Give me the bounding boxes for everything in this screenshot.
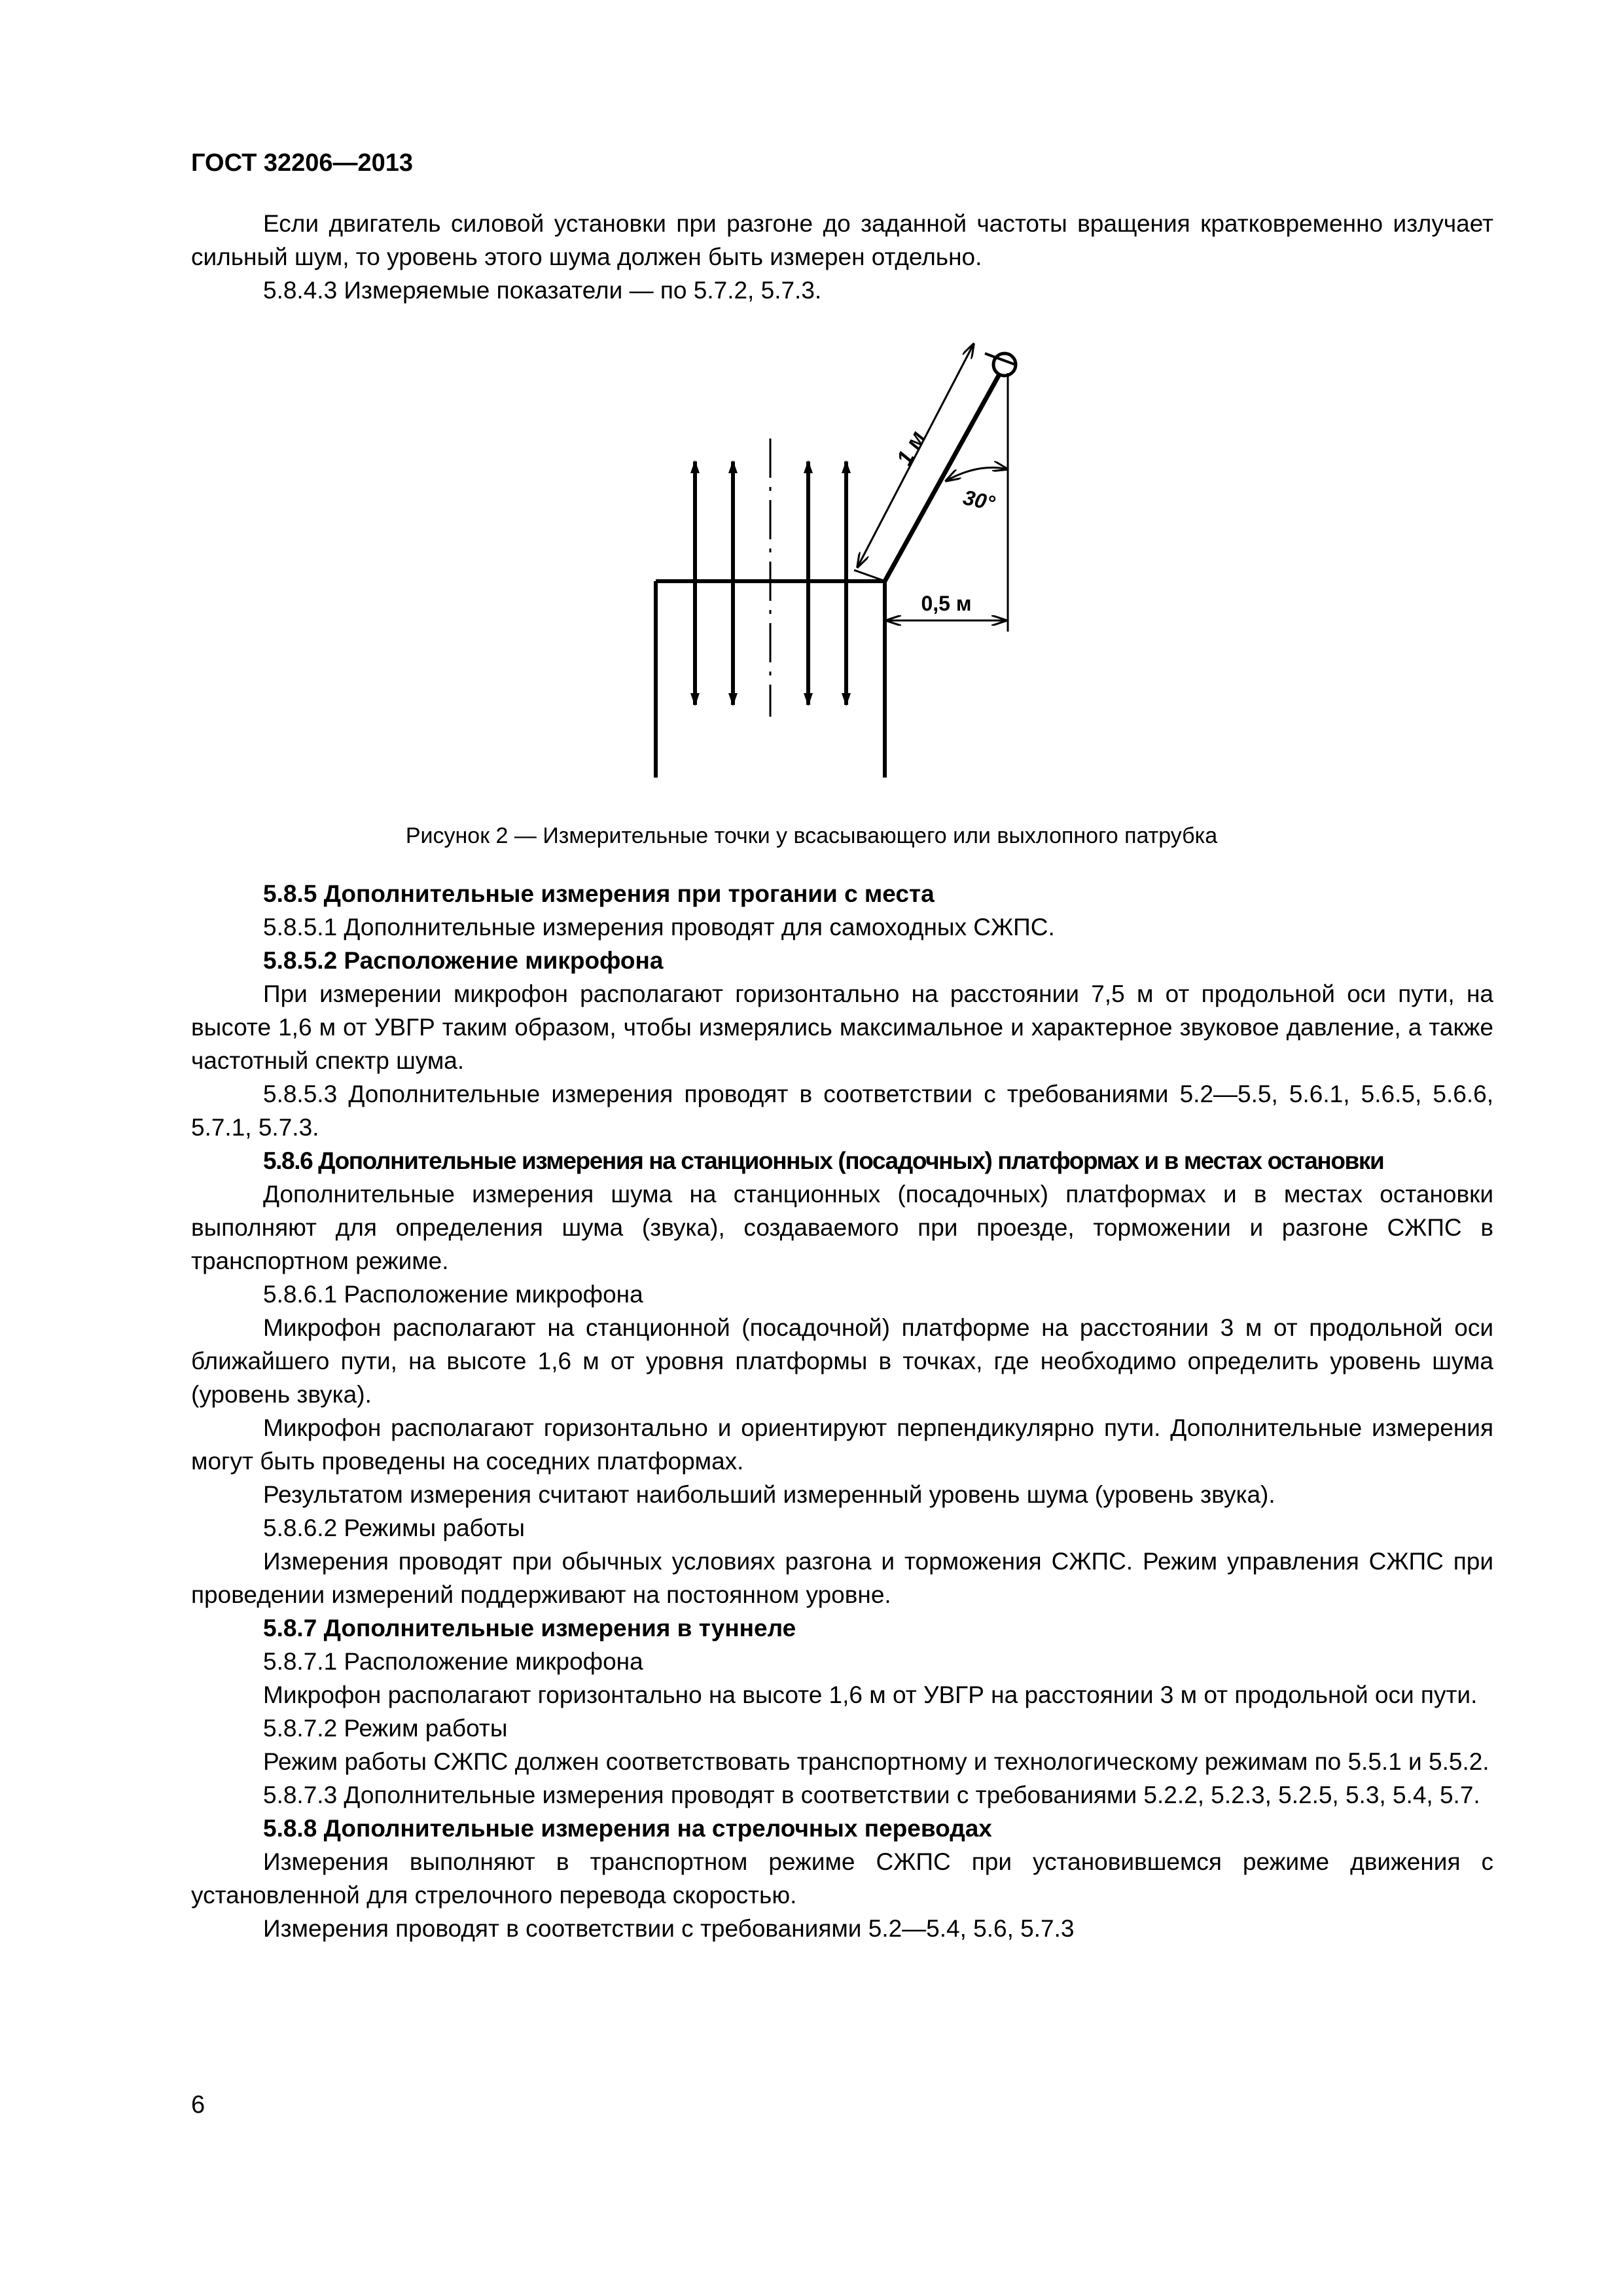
section-5-8-6-1-text-1: Микрофон располагают на станционной (посадочной) платформе на расстоянии 3 м от продольной оси ближайшего пути, на высоте 1,6 м от уровня платформы в точках, где необходимо определить уровень шума (уровень звука). [191,1314,1493,1408]
section-5-8-6-1-text-2: Микрофон располагают горизонтально и ориентируют перпендикулярно пути. Дополнительные измерения могут быть проведены на соседних платформах. [191,1414,1493,1475]
section-5-8-5-1: 5.8.5.1 Дополнительные измерения проводят для самоходных СЖПС. [263,914,1055,941]
figure-caption: Рисунок 2 — Измерительные точки у всасывающего или выхлопного патрубка [405,823,1218,848]
section-5-8-5-2-text: При измерении микрофон располагают горизонтально на расстоянии 7,5 м от продольной оси пути, на высоте 1,6 м от УВГР таким образом, чтобы измерялись максимальное и характерное звуковое давление, а также частотный спектр шума. [191,980,1493,1074]
section-5-8-6-1-text-3: Результатом измерения считают наибольший измеренный уровень шума (уровень звука). [263,1481,1275,1508]
section-5-8-6-text: Дополнительные измерения шума на станционных (посадочных) платформах и в местах остановки выполняют для определения шума (звука), создаваемого при проезде, торможении и разгоне СЖПС в транспортном режиме. [191,1181,1493,1274]
section-5-8-7-2-text: Режим работы СЖПС должен соответствовать транспортному и технологическому режимам по 5.5.1 и 5.5.2. [263,1748,1489,1775]
section-5-8-7-1-title: 5.8.7.1 Расположение микрофона [263,1648,643,1675]
section-5-8-5-3: 5.8.5.3 Дополнительные измерения проводят в соответствии с требованиями 5.2—5.5, 5.6.1, 5.6.5, 5.6.6, 5.7.1, 5.7.3. [191,1081,1493,1141]
measurement-points-drawing [622,324,1067,795]
main-text-block [191,877,1493,1945]
section-5-8-6-2-text: Измерения проводят при обычных условиях разгона и торможения СЖПС. Режим управления СЖПС при проведении измерений поддерживают на постоянном уровне. [191,1548,1493,1608]
section-5-8-5-2-title: 5.8.5.2 Расположение микрофона [263,947,664,974]
offset-label: 0,5 м [921,592,972,615]
intro-measured-indicators: 5.8.4.3 Измеряемые показатели — по 5.7.2, 5.7.3. [263,277,822,304]
section-5-8-7-1-text: Микрофон располагают горизонтально на высоте 1,6 м от УВГР на расстоянии 3 м от продольной оси пути. [263,1681,1478,1708]
section-5-8-7-title: 5.8.7 Дополнительные измерения в туннеле [263,1615,796,1641]
intro-paragraph: Если двигатель силовой установки при разгоне до заданной частоты вращения кратковременно излучает сильный шум, то уровень этого шума должен быть измерен отдельно. [191,210,1493,270]
distance-label: 1 м [891,427,931,470]
section-5-8-8-text-1: Измерения выполняют в транспортном режиме СЖПС при установившемся режиме движения с установленной для стрелочного перевода скоростью. [191,1848,1493,1909]
intro-block [191,207,1493,307]
section-5-8-6-2-title: 5.8.6.2 Режимы работы [263,1515,526,1541]
section-5-8-5-title: 5.8.5 Дополнительные измерения при трогании с места [263,880,935,907]
section-5-8-8-text-2: Измерения проводят в соответствии с требованиями 5.2—5.4, 5.6, 5.7.3 [263,1915,1075,1942]
angle-arc [946,467,1008,481]
angle-label: 30° [961,485,997,515]
section-5-8-6-title: 5.8.6 Дополнительные измерения на станционных (посадочных) платформах и в местах остановки [263,1147,1384,1174]
section-5-8-7-3: 5.8.7.3 Дополнительные измерения проводят в соответствии с требованиями 5.2.2, 5.2.3, 5.2.5, 5.3, 5.4, 5.7. [263,1782,1480,1808]
page-number: 6 [191,2091,205,2119]
section-5-8-8-title: 5.8.8 Дополнительные измерения на стрелочных переводах [263,1815,992,1842]
figure-2-diagram [622,324,1067,795]
section-5-8-7-2-title: 5.8.7.2 Режим работы [263,1715,508,1742]
section-5-8-6-1-title: 5.8.6.1 Расположение микрофона [263,1281,643,1308]
standard-header: ГОСТ 32206—2013 [191,149,414,177]
